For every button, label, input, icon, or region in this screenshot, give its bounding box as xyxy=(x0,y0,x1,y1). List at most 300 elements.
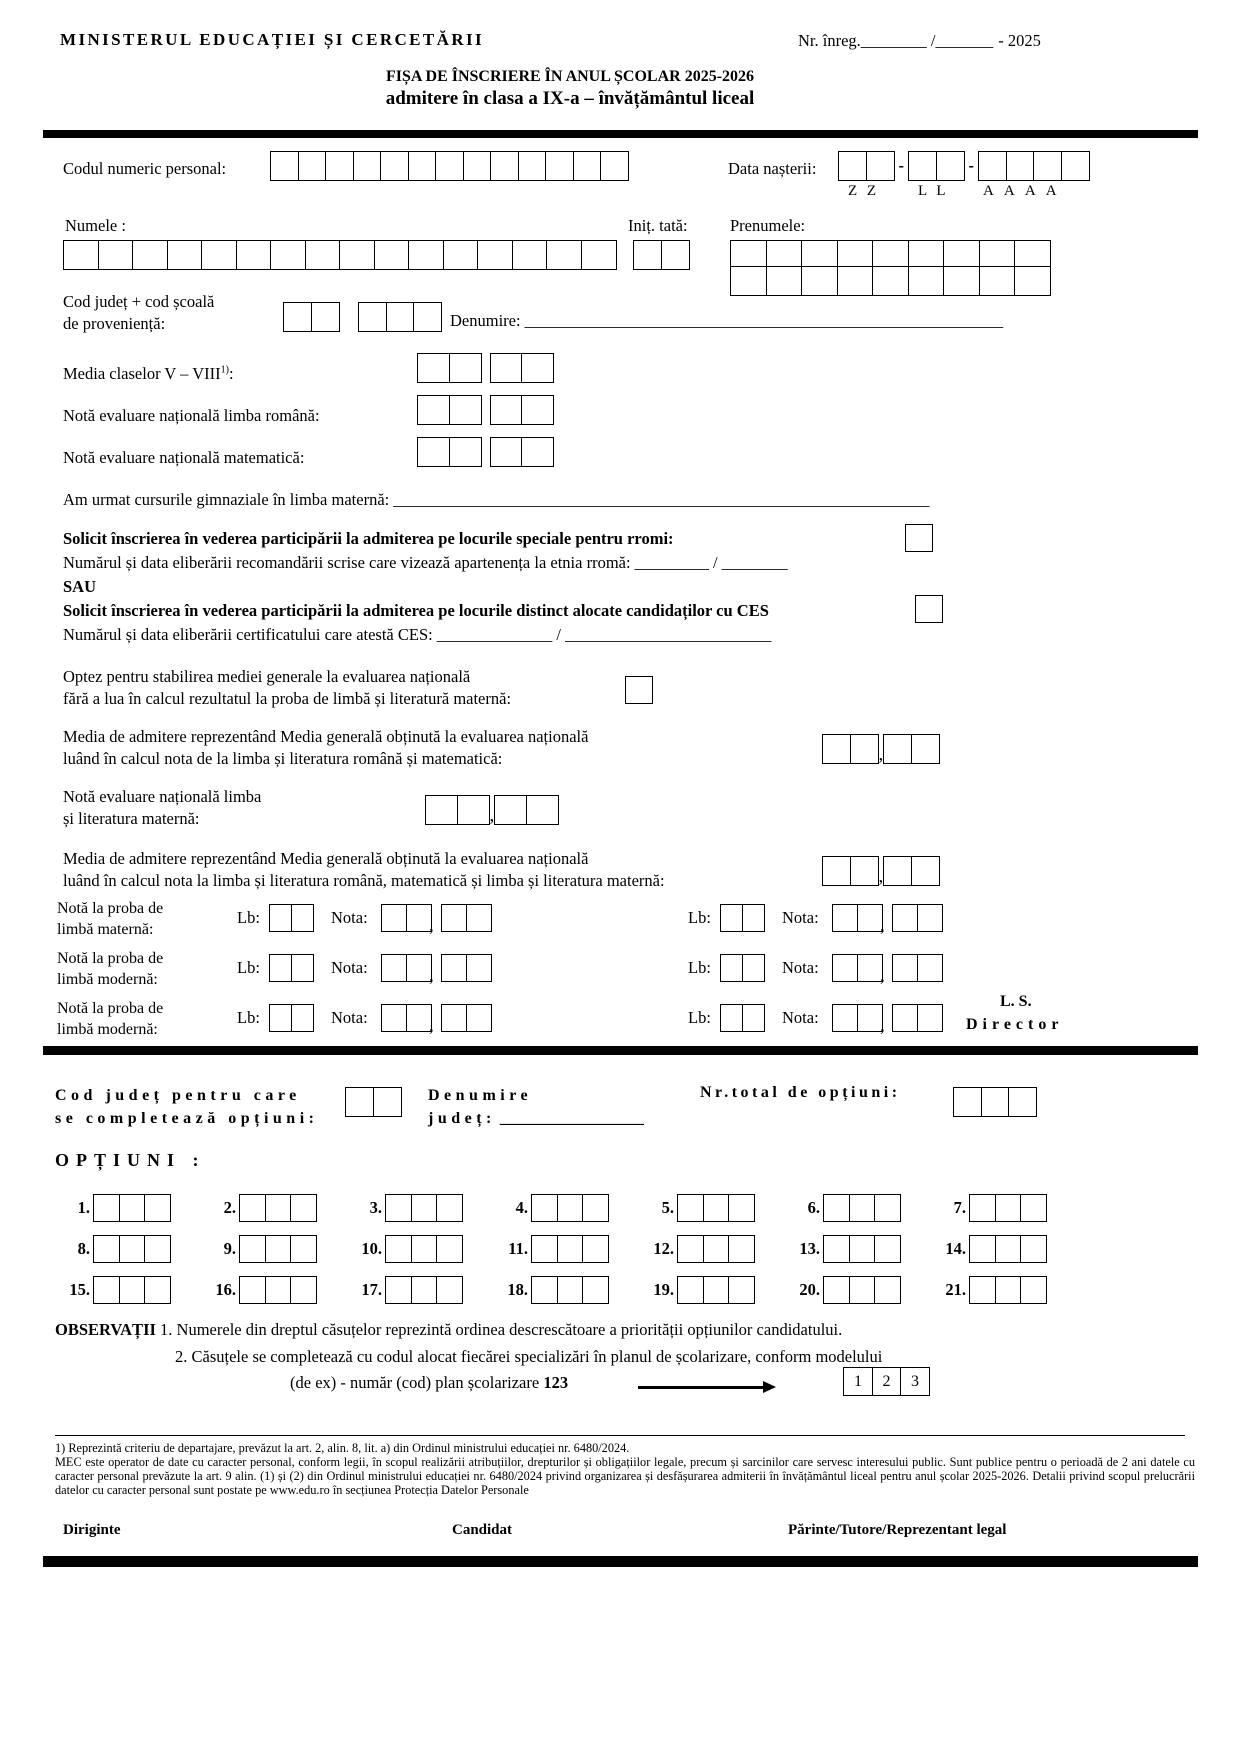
observatii-text1: 1. Numerele din dreptul căsuțelor reprezintă ordinea descrescătoare a priorității opțiunilor candidatului. xyxy=(160,1320,843,1339)
form-box[interactable] xyxy=(981,1087,1010,1117)
form-box[interactable] xyxy=(911,856,940,886)
form-box[interactable] xyxy=(995,1276,1022,1304)
form-box[interactable] xyxy=(850,856,879,886)
option-15 xyxy=(58,1276,171,1304)
form-box[interactable] xyxy=(908,266,945,296)
integer-boxes xyxy=(417,437,482,467)
form-box[interactable] xyxy=(466,954,492,982)
form-box[interactable] xyxy=(849,1276,876,1304)
form-box[interactable] xyxy=(270,240,306,270)
observatii-example-label: (de ex) - număr (cod) plan școlarizare xyxy=(290,1373,540,1392)
option-number: 2. xyxy=(223,1198,236,1217)
form-box[interactable] xyxy=(269,904,292,932)
option-number: 18. xyxy=(507,1280,528,1299)
form-box[interactable] xyxy=(969,1276,996,1304)
form-box[interactable] xyxy=(720,1004,743,1032)
form-box[interactable] xyxy=(521,353,554,383)
form-box[interactable] xyxy=(239,1276,266,1304)
proba-label-line2: limbă modernă: xyxy=(57,1021,158,1038)
form-box[interactable] xyxy=(849,1194,876,1222)
form-box[interactable] xyxy=(995,1194,1022,1222)
lb-label: Lb: xyxy=(688,958,711,977)
form-box[interactable] xyxy=(380,151,409,181)
media-v-viii-label xyxy=(63,364,234,384)
option-13 xyxy=(788,1235,901,1263)
optez-checkbox[interactable] xyxy=(625,676,653,704)
nota-materna-line1: Notă evaluare națională limba xyxy=(63,787,262,806)
signature-diriginte: Diriginte xyxy=(63,1522,121,1538)
form-box[interactable] xyxy=(832,954,858,982)
form-box[interactable] xyxy=(953,1087,982,1117)
form-box[interactable] xyxy=(494,795,527,825)
nota-label: Nota: xyxy=(331,958,368,977)
option-boxes xyxy=(531,1235,609,1263)
comma: , xyxy=(429,965,434,986)
form-box[interactable] xyxy=(837,266,874,296)
form-box[interactable] xyxy=(892,1004,918,1032)
option-number: 1. xyxy=(77,1198,90,1217)
nota-dec-boxes xyxy=(892,904,943,932)
form-box[interactable] xyxy=(979,266,1016,296)
media-admitere1-boxes xyxy=(822,734,940,764)
form-box[interactable] xyxy=(969,1235,996,1263)
option-number: 11. xyxy=(508,1239,528,1258)
form-box[interactable] xyxy=(1020,1276,1047,1304)
form-box[interactable] xyxy=(463,151,492,181)
options-county-line1: Cod județ pentru care xyxy=(55,1087,301,1104)
form-box[interactable] xyxy=(943,266,980,296)
media-admitere2-boxes xyxy=(822,856,940,886)
lb-label: Lb: xyxy=(688,1008,711,1027)
cnp-boxes xyxy=(270,151,629,181)
lb-label: Lb: xyxy=(237,908,260,927)
comma: , xyxy=(878,866,884,887)
nota-int-boxes xyxy=(832,904,883,932)
form-box[interactable] xyxy=(546,240,582,270)
form-box[interactable] xyxy=(413,302,442,332)
form-box[interactable] xyxy=(521,395,554,425)
form-box[interactable] xyxy=(477,240,513,270)
form-box[interactable] xyxy=(822,856,851,886)
option-number: 17. xyxy=(361,1280,382,1299)
form-box[interactable] xyxy=(385,1276,412,1304)
form-box[interactable] xyxy=(766,266,803,296)
media-admitere1-line2: luând în calcul nota de la limba și literatura română și matematică: xyxy=(63,749,503,768)
form-box[interactable] xyxy=(633,240,662,270)
form-box[interactable] xyxy=(823,1194,850,1222)
ces-checkbox[interactable] xyxy=(915,595,943,623)
decimal-boxes xyxy=(490,437,555,467)
option-boxes xyxy=(677,1235,755,1263)
nota-matematica-boxes xyxy=(417,437,554,467)
form-box[interactable] xyxy=(703,1194,730,1222)
cnp-label: Codul numeric personal: xyxy=(63,159,227,178)
option-boxes xyxy=(823,1235,901,1263)
form-box[interactable] xyxy=(144,1194,171,1222)
county-name-line2: județ: xyxy=(428,1110,496,1127)
form-box[interactable] xyxy=(353,151,382,181)
option-number: 21. xyxy=(945,1280,966,1299)
form-box[interactable] xyxy=(557,1194,584,1222)
section-divider-middle xyxy=(43,1046,1198,1055)
option-number: 12. xyxy=(653,1239,674,1258)
form-box[interactable] xyxy=(892,954,918,982)
nota-int-boxes xyxy=(832,954,883,982)
form-box[interactable] xyxy=(239,1235,266,1263)
form-box[interactable] xyxy=(801,266,838,296)
school-code-label-line2: de proveniență: xyxy=(63,314,166,333)
form-box[interactable] xyxy=(270,151,299,181)
form-box[interactable] xyxy=(373,1087,402,1117)
form-box[interactable] xyxy=(291,1004,314,1032)
form-box[interactable] xyxy=(866,151,895,181)
option-boxes xyxy=(677,1276,755,1304)
decimal-boxes xyxy=(494,795,559,825)
form-box[interactable] xyxy=(381,954,407,982)
form-box[interactable] xyxy=(728,1194,755,1222)
form-box[interactable] xyxy=(1061,151,1090,181)
form-box[interactable] xyxy=(441,904,467,932)
form-box[interactable] xyxy=(63,240,99,270)
school-name-blank[interactable]: __________________________________________________________ xyxy=(524,311,1004,330)
form-box[interactable] xyxy=(386,302,415,332)
form-box[interactable] xyxy=(411,1194,438,1222)
form-box[interactable] xyxy=(283,302,312,332)
form-box[interactable] xyxy=(291,954,314,982)
form-box[interactable] xyxy=(521,437,554,467)
form-box[interactable] xyxy=(119,1276,146,1304)
form-box[interactable] xyxy=(531,1194,558,1222)
form-box[interactable] xyxy=(850,734,879,764)
option-number: 8. xyxy=(77,1239,90,1258)
form-box[interactable] xyxy=(531,1276,558,1304)
option-boxes xyxy=(385,1276,463,1304)
nota-label: Nota: xyxy=(782,908,819,927)
form-box[interactable] xyxy=(677,1235,704,1263)
form-box[interactable] xyxy=(385,1235,412,1263)
form-box[interactable] xyxy=(728,1276,755,1304)
media-admitere1-line1: Media de admitere reprezentând Media generală obținută la evaluarea națională xyxy=(63,727,589,746)
form-box[interactable] xyxy=(823,1235,850,1263)
form-box[interactable] xyxy=(436,1276,463,1304)
proba-label-line2: limbă maternă: xyxy=(57,921,154,938)
form-box[interactable] xyxy=(358,302,387,332)
lb-boxes xyxy=(720,954,765,982)
option-number: 9. xyxy=(223,1239,236,1258)
option-number: 10. xyxy=(361,1239,382,1258)
form-box[interactable] xyxy=(742,904,765,932)
form-box[interactable] xyxy=(311,302,340,332)
form-box[interactable] xyxy=(838,151,867,181)
form-box[interactable] xyxy=(822,734,851,764)
option-20 xyxy=(788,1276,901,1304)
form-box[interactable] xyxy=(720,904,743,932)
form-box[interactable] xyxy=(269,954,292,982)
form-box[interactable] xyxy=(441,1004,467,1032)
integer-boxes xyxy=(417,353,482,383)
form-box[interactable] xyxy=(978,151,1007,181)
form-box[interactable] xyxy=(290,1194,317,1222)
form-box[interactable] xyxy=(857,1004,883,1032)
option-16 xyxy=(204,1276,317,1304)
form-box[interactable] xyxy=(557,1276,584,1304)
form-box[interactable] xyxy=(490,151,519,181)
form-box[interactable] xyxy=(661,240,690,270)
optez-label-line2: fără a lua în calcul rezultatul la proba de limbă și literatură maternă: xyxy=(63,689,512,708)
comma: , xyxy=(880,965,885,986)
form-box[interactable] xyxy=(385,1194,412,1222)
comma: , xyxy=(880,1015,885,1036)
options-county-label xyxy=(55,1084,318,1130)
form-box[interactable] xyxy=(720,954,743,982)
form-box[interactable] xyxy=(872,266,909,296)
county-name-blank[interactable]: __________________ xyxy=(499,1110,644,1127)
form-box[interactable] xyxy=(298,151,327,181)
form-box[interactable] xyxy=(449,395,482,425)
form-box[interactable] xyxy=(449,353,482,383)
rromi-label: Solicit înscrierea în vederea participării la admiterea pe locurile speciale pentru rromi: xyxy=(63,529,674,548)
form-box[interactable] xyxy=(545,151,574,181)
option-boxes xyxy=(385,1194,463,1222)
options-county-boxes xyxy=(345,1087,402,1117)
option-boxes xyxy=(969,1194,1047,1222)
form-box[interactable] xyxy=(917,954,943,982)
form-box[interactable] xyxy=(417,437,450,467)
nota-dec-boxes xyxy=(441,954,492,982)
form-box[interactable] xyxy=(374,240,410,270)
rromi-blanks[interactable]: _________ / ________ xyxy=(634,553,788,572)
form-box[interactable] xyxy=(144,1235,171,1263)
form-box[interactable] xyxy=(936,151,965,181)
observatii-line2: 2. Căsuțele se completează cu codul alocat fiecărei specializări în planul de școlarizare, conform modelului xyxy=(175,1347,883,1366)
form-box[interactable] xyxy=(466,904,492,932)
options-total-label: Nr.total de opțiuni: xyxy=(700,1084,901,1101)
form-box[interactable] xyxy=(531,1235,558,1263)
optez-label xyxy=(63,666,511,710)
form-box[interactable] xyxy=(417,353,450,383)
nota-int-boxes xyxy=(381,1004,432,1032)
dash: - xyxy=(968,156,974,175)
form-box[interactable] xyxy=(917,904,943,932)
form-box[interactable] xyxy=(132,240,168,270)
form-box[interactable] xyxy=(742,954,765,982)
form-box[interactable] xyxy=(969,1194,996,1222)
option-4 xyxy=(496,1194,609,1222)
option-boxes xyxy=(93,1276,171,1304)
form-box[interactable] xyxy=(823,1276,850,1304)
form-box[interactable] xyxy=(201,240,237,270)
form-box[interactable] xyxy=(265,1194,292,1222)
form-box[interactable] xyxy=(582,1235,609,1263)
form-box[interactable] xyxy=(832,1004,858,1032)
form-box[interactable] xyxy=(98,240,134,270)
ces-label: Solicit înscrierea în vederea participării la admiterea pe locurile distinct alocate candidaților cu CES xyxy=(63,601,769,620)
form-box[interactable] xyxy=(411,1276,438,1304)
form-box[interactable] xyxy=(490,353,523,383)
form-box[interactable] xyxy=(911,734,940,764)
form-box[interactable] xyxy=(857,904,883,932)
form-box[interactable] xyxy=(917,1004,943,1032)
lb-boxes xyxy=(269,904,314,932)
nota-int-boxes xyxy=(381,904,432,932)
arrow-head xyxy=(763,1381,776,1393)
form-box[interactable] xyxy=(449,437,482,467)
media-admitere2-line1: Media de admitere reprezentând Media generală obținută la evaluarea națională xyxy=(63,849,589,868)
form-box[interactable] xyxy=(406,1004,432,1032)
nota-label: Nota: xyxy=(782,958,819,977)
form-box[interactable] xyxy=(883,734,912,764)
form-box[interactable] xyxy=(908,151,937,181)
form-box[interactable] xyxy=(849,1235,876,1263)
form-box[interactable] xyxy=(874,1276,901,1304)
form-box[interactable] xyxy=(408,240,444,270)
lb-label: Lb: xyxy=(688,908,711,927)
form-box[interactable] xyxy=(677,1194,704,1222)
form-box[interactable] xyxy=(832,904,858,932)
form-box[interactable] xyxy=(883,856,912,886)
form-box[interactable] xyxy=(290,1276,317,1304)
form-box[interactable] xyxy=(1014,266,1051,296)
form-box[interactable] xyxy=(325,151,354,181)
form-box[interactable] xyxy=(417,395,450,425)
form-box[interactable] xyxy=(466,1004,492,1032)
form-box[interactable] xyxy=(677,1276,704,1304)
option-number: 14. xyxy=(945,1239,966,1258)
form-box[interactable] xyxy=(703,1276,730,1304)
form-box[interactable] xyxy=(874,1235,901,1263)
form-box[interactable] xyxy=(93,1276,120,1304)
form-box[interactable] xyxy=(290,1235,317,1263)
form-box[interactable] xyxy=(526,795,559,825)
school-name-label: Denumire: xyxy=(450,311,521,330)
form-box[interactable] xyxy=(408,151,437,181)
lb-boxes xyxy=(269,1004,314,1032)
form-box[interactable] xyxy=(345,1087,374,1117)
form-box[interactable] xyxy=(1033,151,1062,181)
nota-materna-label xyxy=(63,786,261,830)
form-box[interactable] xyxy=(582,1276,609,1304)
form-box[interactable] xyxy=(730,266,767,296)
form-box[interactable] xyxy=(144,1276,171,1304)
option-14 xyxy=(934,1235,1047,1263)
form-box[interactable] xyxy=(435,151,464,181)
form-box[interactable] xyxy=(381,904,407,932)
options-total-boxes xyxy=(953,1087,1037,1117)
proba-label-2 xyxy=(57,948,163,990)
form-box[interactable] xyxy=(305,240,341,270)
form-box[interactable] xyxy=(119,1235,146,1263)
decimal-boxes xyxy=(883,856,940,886)
form-box[interactable] xyxy=(582,1194,609,1222)
form-box[interactable] xyxy=(728,1235,755,1263)
option-5 xyxy=(642,1194,755,1222)
proba-label-line2: limbă modernă: xyxy=(57,971,158,988)
form-box[interactable] xyxy=(443,240,479,270)
media-admitere2-label xyxy=(63,848,665,892)
form-box[interactable] xyxy=(269,1004,292,1032)
form-box[interactable] xyxy=(291,904,314,932)
example-boxes xyxy=(843,1367,930,1396)
form-box[interactable] xyxy=(425,795,458,825)
footnote-rule xyxy=(55,1435,1185,1436)
form-box[interactable] xyxy=(892,904,918,932)
form-box[interactable] xyxy=(93,1194,120,1222)
form-box[interactable] xyxy=(600,151,629,181)
form-box[interactable] xyxy=(167,240,203,270)
form-box[interactable] xyxy=(411,1235,438,1263)
option-18 xyxy=(496,1276,609,1304)
form-box[interactable] xyxy=(874,1194,901,1222)
form-box[interactable] xyxy=(381,1004,407,1032)
nota-materna-line2: și literatura maternă: xyxy=(63,809,200,828)
option-2 xyxy=(204,1194,317,1222)
mother-tongue-label: Am urmat cursurile gimnaziale în limba maternă: xyxy=(63,490,390,509)
form-box[interactable] xyxy=(742,1004,765,1032)
ces-blanks[interactable]: ______________ / _________________________ xyxy=(436,625,772,644)
form-box[interactable] xyxy=(265,1276,292,1304)
form-box[interactable] xyxy=(406,954,432,982)
form-box[interactable] xyxy=(119,1194,146,1222)
form-box[interactable] xyxy=(339,240,375,270)
form-box[interactable] xyxy=(406,904,432,932)
option-17 xyxy=(350,1276,463,1304)
form-box[interactable] xyxy=(265,1235,292,1263)
form-box[interactable] xyxy=(436,1194,463,1222)
form-box[interactable] xyxy=(557,1235,584,1263)
birth-hint-month: L L xyxy=(918,183,949,199)
media-admitere1-label xyxy=(63,726,588,770)
option-boxes xyxy=(969,1235,1047,1263)
integer-boxes xyxy=(417,395,482,425)
form-box[interactable] xyxy=(239,1194,266,1222)
form-box[interactable] xyxy=(703,1235,730,1263)
decimal-boxes xyxy=(490,395,555,425)
form-box[interactable] xyxy=(436,1235,463,1263)
form-box[interactable] xyxy=(1020,1235,1047,1263)
mother-tongue-blank[interactable]: _________________________________________________________________ xyxy=(393,490,930,509)
form-box[interactable] xyxy=(512,240,548,270)
form-box[interactable] xyxy=(457,795,490,825)
form-box[interactable] xyxy=(995,1235,1022,1263)
form-box[interactable] xyxy=(581,240,617,270)
reg-blank[interactable]: ________ /_______ xyxy=(860,31,994,50)
form-box[interactable] xyxy=(236,240,272,270)
firstname-boxes-row2 xyxy=(730,266,1051,296)
options-county-name xyxy=(428,1084,644,1130)
option-number: 19. xyxy=(653,1280,674,1299)
form-box[interactable] xyxy=(518,151,547,181)
form-box[interactable] xyxy=(490,395,523,425)
birth-hint-day: Z Z xyxy=(848,183,880,199)
form-box[interactable] xyxy=(1008,1087,1037,1117)
ces-detail xyxy=(63,625,771,645)
rromi-checkbox[interactable] xyxy=(905,524,933,552)
form-box[interactable] xyxy=(573,151,602,181)
arrow-right-icon xyxy=(638,1381,776,1393)
form-title: FIȘA DE ÎNSCRIERE ÎN ANUL ȘCOLAR 2025-2026 xyxy=(385,68,755,85)
form-box[interactable] xyxy=(93,1235,120,1263)
rromi-detail xyxy=(63,553,788,573)
form-box[interactable] xyxy=(857,954,883,982)
form-box[interactable] xyxy=(441,954,467,982)
nota-label: Nota: xyxy=(331,908,368,927)
form-box[interactable] xyxy=(1006,151,1035,181)
registration-number xyxy=(798,31,1041,51)
form-box[interactable] xyxy=(490,437,523,467)
rromi-detail-label: Numărul și data eliberării recomandării scrise care vizează apartenența la etnia rromă: xyxy=(63,553,631,572)
lb-boxes xyxy=(720,1004,765,1032)
form-box[interactable] xyxy=(1020,1194,1047,1222)
